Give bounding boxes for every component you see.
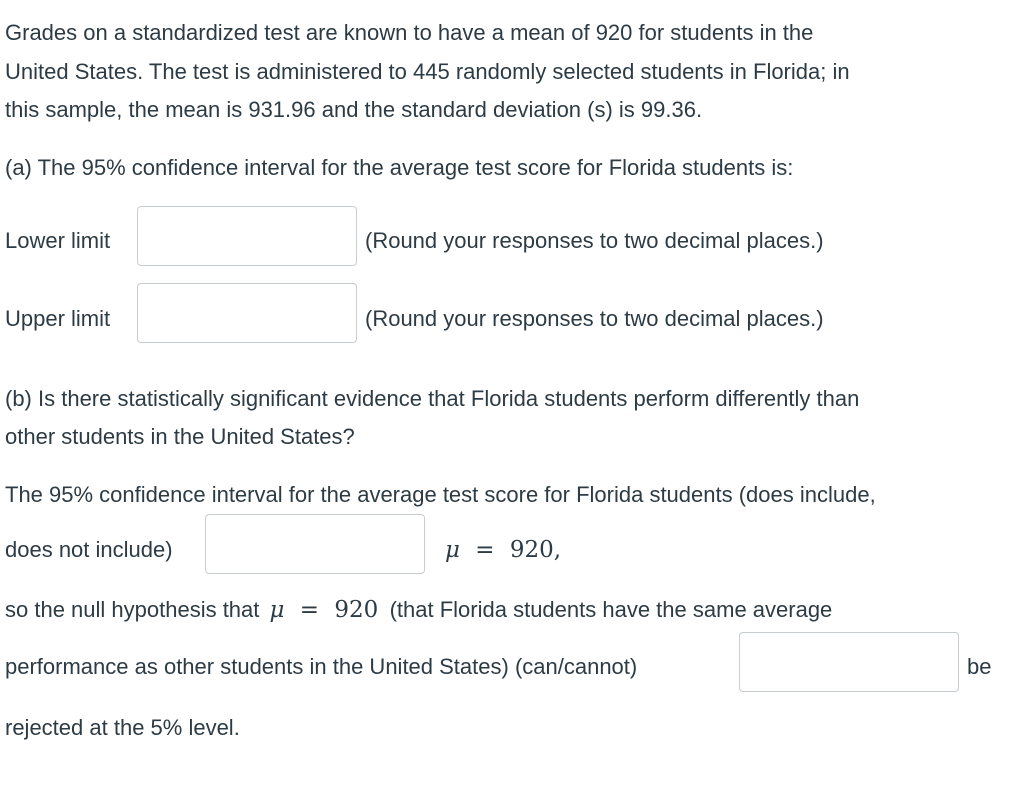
equals-sign: = <box>475 537 495 563</box>
mu-equation-1 <box>445 535 561 565</box>
can-cannot-question: performance as other students in the United States) (can/cannot) <box>5 654 638 679</box>
ci-question-line-2: does not include) <box>5 537 173 562</box>
include-answer-input[interactable] <box>205 514 425 574</box>
part-b-prompt-line-2: other students in the United States? <box>5 424 355 449</box>
intro-line-2: United States. The test is administered to 445 randomly selected students in Florida; in <box>5 59 850 84</box>
mu-symbol: μ <box>269 597 285 623</box>
mu-equation-2 <box>270 597 386 623</box>
mu-value: 920 <box>334 597 379 623</box>
rejected-text: rejected at the 5% level. <box>5 715 240 740</box>
intro-line-3: this sample, the mean is 931.96 and the standard deviation (s) is 99.36. <box>5 97 703 122</box>
null-hypothesis-line <box>5 595 832 625</box>
lower-limit-input[interactable] <box>137 206 357 266</box>
lower-limit-round-note: (Round your responses to two decimal places.) <box>365 228 824 253</box>
upper-limit-round-note: (Round your responses to two decimal places.) <box>365 306 824 331</box>
null-suffix: (that Florida students have the same average <box>389 597 833 622</box>
upper-limit-input[interactable] <box>137 283 357 343</box>
upper-limit-label: Upper limit <box>5 306 111 331</box>
null-prefix: so the null hypothesis that <box>5 597 260 622</box>
mu-value: 920, <box>509 537 562 563</box>
intro-line-1: Grades on a standardized test are known to have a mean of 920 for students in the <box>5 20 814 45</box>
can-cannot-input[interactable] <box>739 632 959 692</box>
be-text: be <box>967 654 992 679</box>
part-a-prompt: (a) The 95% confidence interval for the average test score for Florida students is: <box>5 155 794 180</box>
equals-sign: = <box>299 597 320 623</box>
part-b-prompt-line-1: (b) Is there statistically significant evidence that Florida students perform differently than <box>5 386 860 411</box>
ci-question-line-1: The 95% confidence interval for the average test score for Florida students (does include, <box>5 482 876 507</box>
mu-symbol: μ <box>445 537 460 563</box>
lower-limit-label: Lower limit <box>5 228 111 253</box>
